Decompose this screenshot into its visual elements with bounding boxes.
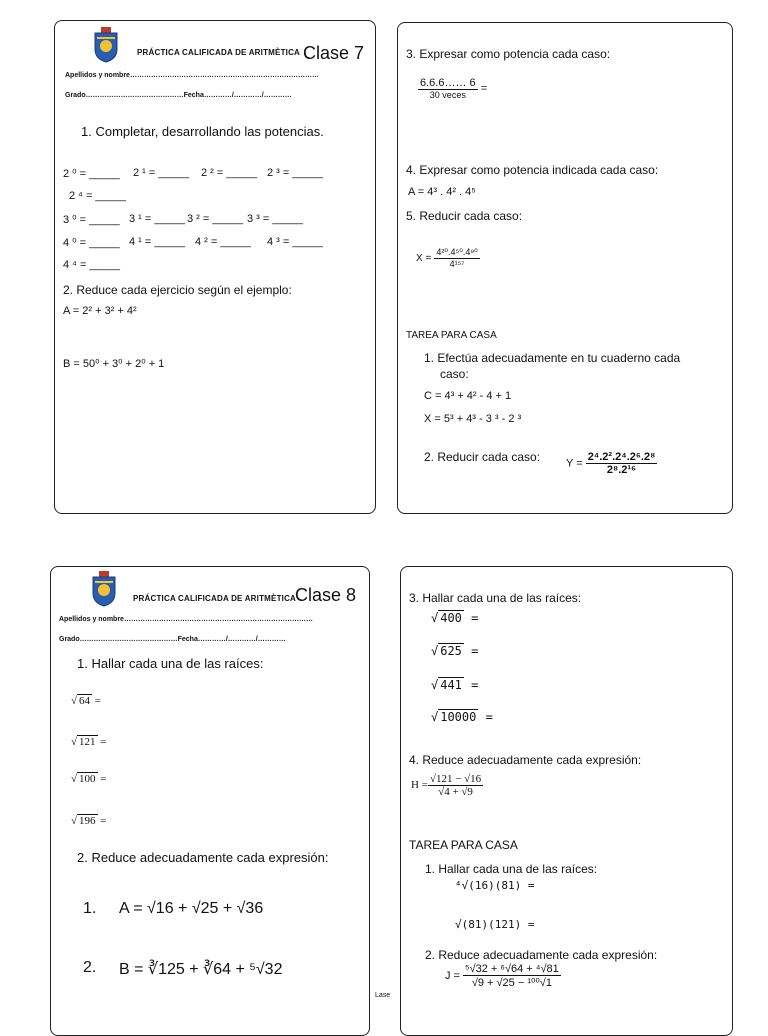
hw1-expr-x: X = 5³ + 4³ - 3 ³ - 2 ³ — [424, 413, 522, 425]
q2-expr1-number: 1. — [83, 900, 97, 917]
root-item: √ 121 = — [71, 736, 107, 748]
hw2-numerator: ⁵√32 + ⁶√64 + ⁴√81 — [465, 963, 559, 975]
q3-expression — [418, 77, 487, 100]
q2-title: 2. Reduce cada ejercicio según el ejemplo: — [63, 283, 292, 297]
school-crest-icon — [91, 571, 117, 607]
homework-title: TAREA PARA CASA — [409, 838, 518, 852]
radicand: 441 — [440, 678, 462, 692]
hw2-numerator: 2⁴.2².2⁴.2⁶.2⁸ — [587, 451, 656, 463]
power-item: 3 ⁰ = _____ — [63, 214, 120, 226]
root-item: √ 196 = — [71, 815, 107, 827]
root-item: √ 441 = — [431, 678, 479, 692]
worksheet-clase7-right — [397, 22, 733, 514]
q4-numerator: √121 − √16 — [429, 773, 482, 785]
hw2-denominator: 2⁸.2¹⁶ — [606, 464, 637, 476]
q2-example-b: B = 50⁰ + 3⁰ + 2⁰ + 1 — [63, 358, 165, 370]
hw1-title: 1. Hallar cada una de las raíces: — [425, 862, 598, 876]
hw2-expression — [566, 451, 657, 476]
power-item: 4 ¹ = _____ — [129, 236, 185, 248]
radicand: 64 — [79, 695, 91, 707]
root-item: √ 64 = — [71, 695, 102, 707]
hw1-title-cont: caso: — [440, 367, 469, 381]
footer-text: Lase — [375, 992, 391, 999]
q4-denominator: √4 + √9 — [438, 786, 473, 798]
power-item: 4 ² = _____ — [195, 236, 251, 248]
power-item: 2 ⁰ = _____ — [63, 168, 120, 180]
equals: = — [100, 815, 107, 827]
grado-line: Grado……………………………………Fecha…………/…………/………… — [59, 636, 286, 643]
q3-equals: = — [480, 82, 488, 95]
hw2-title: 2. Reducir cada caso: — [424, 450, 541, 464]
q5-numerator: 4²⁰.4⁵⁰.4⁹⁰ — [436, 247, 478, 257]
radicand: 10000 — [440, 710, 477, 724]
root-item: √ 10000 = — [431, 710, 493, 724]
q2-expr2: B = ∛125 + ∛64 + ⁵√32 — [119, 961, 283, 978]
power-item: 2 ¹ = _____ — [133, 167, 189, 179]
power-item: 2 ² = _____ — [201, 167, 257, 179]
equals: = — [100, 773, 107, 785]
power-item: 4 ⁴ = _____ — [63, 259, 121, 271]
apellidos-line: Apellidos y nombre……………………………………………………………………… — [59, 616, 313, 623]
apellidos-line: Apellidos y nombre……………………………………………………………………… — [65, 72, 319, 79]
hw1-title: 1. Efectúa adecuadamente en tu cuaderno cada — [424, 351, 681, 365]
worksheet-title: PRÁCTICA CALIFICADA DE ARITMÈTICA — [137, 48, 301, 57]
q3-title: 3. Hallar cada una de las raíces: — [409, 591, 582, 605]
power-item: 3 ¹ = _____ — [129, 213, 185, 225]
hw1-expr-c: C = 4³ + 4² - 4 + 1 — [424, 390, 512, 402]
power-item: 2 ⁴ = _____ — [69, 190, 127, 202]
hw2-denominator: √9 + √25 − ¹⁰⁰√1 — [471, 977, 552, 989]
q4-title: 4. Expresar como potencia indicada cada caso: — [406, 163, 659, 177]
radicand: 121 — [79, 736, 96, 748]
q4-expression: A = 4³ . 4² . 4⁵ — [408, 186, 476, 198]
hw1-root-b: √(81)(121) = — [455, 918, 535, 931]
q2-expr2-number: 2. — [83, 959, 97, 976]
hw2-title: 2. Reduce adecuadamente cada expresión: — [425, 948, 658, 962]
school-crest-icon — [93, 27, 119, 63]
power-item: 2 ³ = _____ — [267, 167, 323, 179]
hw2-lhs: Y = — [566, 457, 583, 470]
hw1-root-a: ⁴√(16)(81) = — [455, 879, 535, 892]
radicand: 100 — [79, 773, 96, 785]
q2-title: 2. Reduce adecuadamente cada expresión: — [77, 850, 329, 865]
q1-title: 1. Completar, desarrollando las potencias. — [81, 124, 324, 139]
power-item: 3 ² = _____ — [187, 213, 243, 225]
q1-title: 1. Hallar cada una de las raíces: — [77, 656, 264, 671]
worksheet-clase8-right — [400, 566, 733, 1036]
root-item: √ 100 = — [71, 773, 107, 785]
q3-title: 3. Expresar como potencia cada caso: — [406, 47, 611, 61]
q5-expression — [416, 247, 480, 269]
power-item: 4 ⁰ = _____ — [63, 237, 120, 249]
q5-lhs: X = — [416, 252, 432, 264]
radicand: 400 — [440, 611, 462, 625]
equals: = — [100, 736, 107, 748]
hw2-expression — [445, 963, 561, 989]
equals: = — [471, 611, 479, 625]
q3-numerator: 6.6.6…… 6 — [420, 77, 476, 89]
q4-title: 4. Reduce adecuadamente cada expresión: — [409, 753, 642, 767]
equals: = — [94, 695, 102, 707]
equals: = — [485, 710, 493, 724]
root-item: √ 400 = — [431, 611, 479, 625]
clase-label: Clase 7 — [303, 43, 365, 63]
hw2-lhs: J = — [445, 969, 460, 982]
q4-lhs: H = — [411, 779, 428, 792]
q3-denominator: 30 veces — [429, 90, 466, 100]
equals: = — [471, 678, 479, 692]
power-item: 4 ³ = _____ — [267, 236, 323, 248]
q4-expression — [411, 773, 483, 798]
q5-denominator: 4¹⁵⁷ — [449, 259, 465, 269]
equals: = — [471, 644, 479, 658]
clase-label: Clase 8 — [295, 585, 357, 605]
grado-line: Grado……………………………………Fecha…………/…………/………… — [65, 92, 292, 99]
worksheet-clase7-left — [54, 20, 376, 514]
worksheet-clase8-left — [50, 566, 370, 1036]
homework-title: TAREA PARA CASA — [406, 330, 497, 341]
power-item: 3 ³ = _____ — [247, 213, 303, 225]
radicand: 625 — [440, 644, 462, 658]
q5-title: 5. Reducir cada caso: — [406, 209, 523, 223]
worksheet-title: PRÁCTICA CALIFICADA DE ARITMÈTICA — [133, 594, 297, 603]
root-item: √ 625 = — [431, 644, 479, 658]
q2-example-a: A = 2² + 3² + 4² — [63, 305, 137, 317]
q2-expr1: A = √16 + √25 + √36 — [119, 900, 264, 917]
radicand: 196 — [79, 815, 96, 827]
